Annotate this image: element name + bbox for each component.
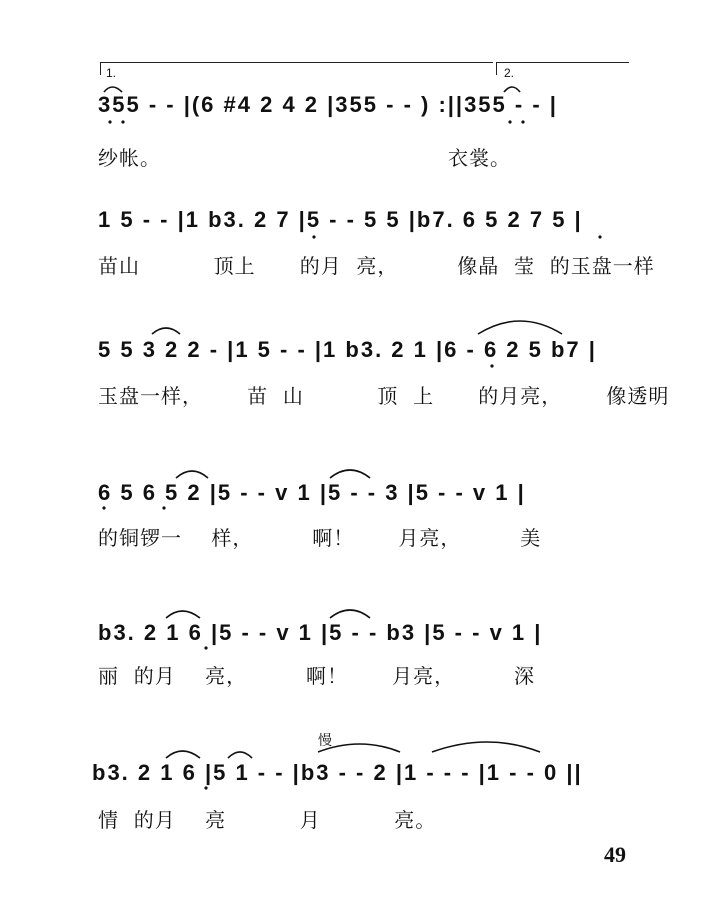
dot (121, 120, 124, 123)
slur (228, 752, 252, 758)
page-number: 49 (604, 842, 626, 867)
dot (162, 506, 165, 509)
slur (330, 470, 370, 478)
notation-line-2: 1 5 - - |1 b3. 2 7 |5 - - 5 5 |b7. 6 5 2 7 5 | (98, 207, 583, 232)
volta-first-label: 1. (106, 66, 117, 80)
lyrics-line-1: 纱帐。 衣裳。 (98, 146, 511, 170)
notation-line-6: b3. 2 1 6 |5 1 - - |b3 - - 2 |1 - - - |1 - - 0 || (92, 760, 583, 785)
notation-line-3: 5 5 3 2 2 - |1 5 - - |1 b3. 2 1 |6 - 6 2 5 b7 | (98, 337, 597, 362)
dot (108, 120, 111, 123)
lyrics-line-2: 苗山 顶上 的月 亮， 像晶 莹 的玉盘一样 (98, 254, 655, 278)
slur (478, 321, 562, 334)
tempo-mark: 慢 (318, 733, 332, 749)
dot (204, 646, 207, 649)
notation-line-4: 6 5 6 5 2 |5 - - v 1 |5 - - 3 |5 - - v 1 | (98, 480, 526, 505)
lyrics-line-4: 的铜锣一 样， 啊！ 月亮， 美 (98, 526, 542, 550)
slur (504, 87, 520, 92)
dot (490, 364, 493, 367)
dot (598, 235, 601, 238)
slur (104, 87, 122, 92)
slur (330, 610, 370, 618)
notation-line-5: b3. 2 1 6 |5 - - v 1 |5 - - b3 |5 - - v 1 | (98, 620, 543, 645)
lyrics-line-5: 丽 的月 亮， 啊！ 月亮， 深 (98, 664, 536, 688)
slur (432, 742, 540, 752)
dot (204, 786, 207, 789)
volta-second-label: 2. (504, 66, 515, 80)
dot (508, 120, 511, 123)
slur (152, 328, 180, 334)
lyrics-line-3: 玉盘一样， 苗 山 顶 上 的月亮， 像透明 (98, 384, 670, 408)
slur (166, 611, 200, 618)
dot (102, 506, 105, 509)
lyrics-line-6: 情 的月 亮 月 亮。 (98, 808, 437, 832)
notation-line-1: 355 - - |(6 #4 2 4 2 |355 - - ) :||355 - - | (98, 92, 558, 117)
dot (521, 120, 524, 123)
slur (176, 471, 208, 478)
slur (318, 744, 400, 752)
slur (166, 751, 200, 758)
dot (312, 235, 315, 238)
